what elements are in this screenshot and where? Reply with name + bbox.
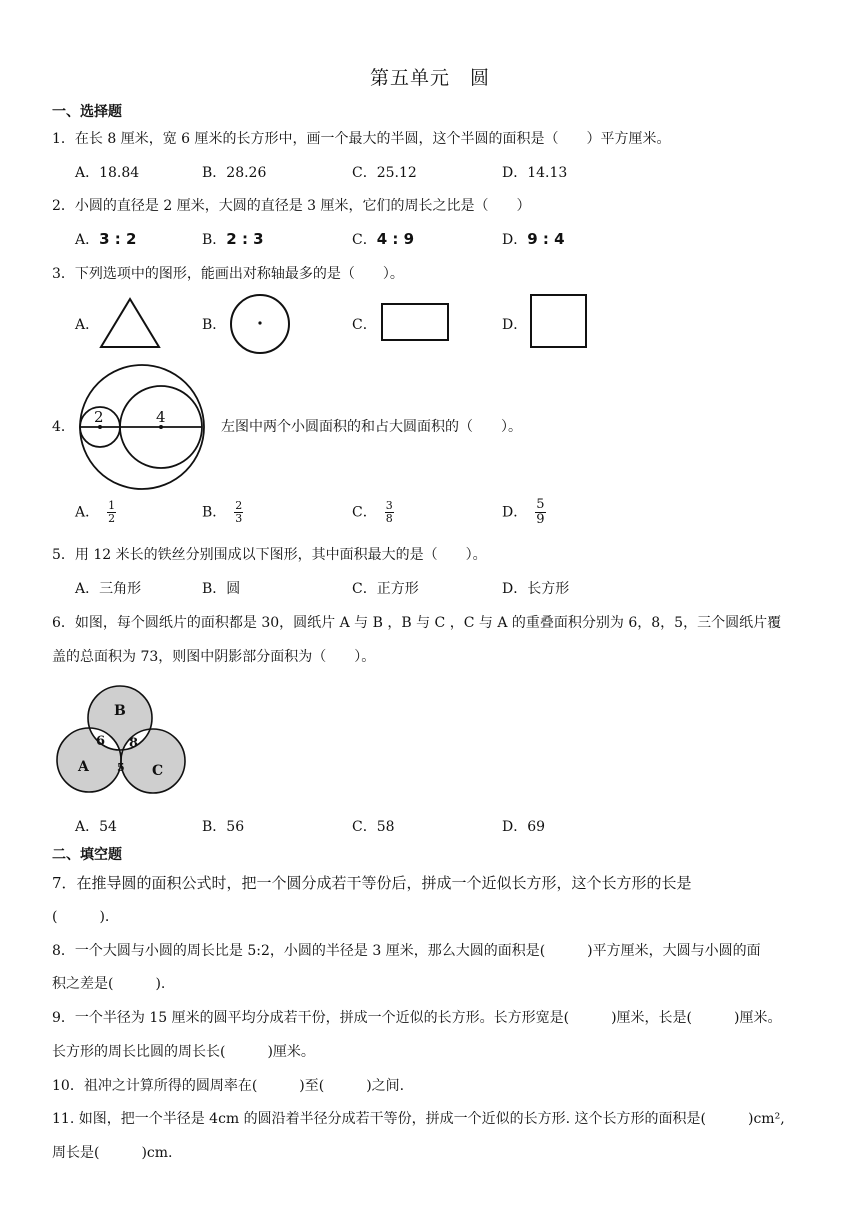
q4-option-c-letter: C． (352, 504, 377, 521)
section-heading-choice: 一、选择题 (52, 104, 122, 120)
q2-option-a-value: 3 : 2 (99, 230, 137, 248)
q3-option-c[interactable]: C． (352, 317, 377, 333)
q1-option-d[interactable]: D．14.13 (502, 165, 568, 181)
q4-option-b[interactable] (202, 500, 243, 525)
question-9-line-2: 长方形的周长比圆的周长长( )厘米。 (52, 1044, 315, 1060)
q2-option-c-value: 4 : 9 (376, 230, 415, 248)
triangle-figure (98, 296, 162, 350)
q4-option-b-fraction: $\frac{2}{3}$ (235, 499, 243, 525)
q4-option-d-fraction: $\frac{5}{9}$ (536, 497, 545, 527)
q2-option-d-letter: D． (502, 232, 528, 248)
q4-option-c[interactable] (352, 500, 394, 525)
overlap-bc-label: 8 (129, 736, 139, 751)
q5-option-a[interactable]: A．三角形 (75, 581, 142, 597)
q2-option-c[interactable] (352, 229, 414, 249)
q3-option-b[interactable]: B． (202, 317, 227, 333)
q4-option-a[interactable] (75, 500, 116, 525)
question-2: 2．小圆的直径是 2 厘米，大圆的直径是 3 厘米，它们的周长之比是（ ） (52, 198, 531, 214)
question-11-line-1: 11. 如图，把一个半径是 4cm 的圆沿着半径分成若干等份，拼成一个近似的长方形. 这个长方形的面积是( )cm², (52, 1111, 785, 1127)
overlap-ca-label: 5 (117, 761, 125, 774)
q5-option-b[interactable]: B．圆 (202, 581, 241, 597)
nested-circles-figure (74, 362, 210, 494)
q2-option-d[interactable] (502, 229, 565, 249)
question-8-line-1: 8．一个大圆与小圆的周长比是 5:2，小圆的半径是 3 厘米，那么大圆的面积是( )平方厘米，大圆与小圆的面 (52, 943, 761, 959)
q2-option-b-value: 2 : 3 (226, 230, 264, 248)
question-3: 3．下列选项中的图形，能画出对称轴最多的是（ ）。 (52, 266, 404, 282)
question-7-line-2: ( ). (52, 909, 110, 925)
q4-option-a-fraction: $\frac{1}{2}$ (108, 499, 116, 525)
question-1: 1．在长 8 厘米，宽 6 厘米的长方形中，画一个最大的半圆，这个半圆的面积是（ ）平方厘米。 (52, 131, 671, 147)
q5-option-d[interactable]: D．长方形 (502, 581, 570, 597)
q3-option-d[interactable]: D． (502, 317, 528, 333)
question-9-line-1: 9．一个半径为 15 厘米的圆平均分成若干份，拼成一个近似的长方形。长方形宽是( )厘米，长是( )厘米。 (52, 1010, 782, 1026)
q4-option-d-letter: D． (502, 504, 528, 521)
question-6-line-2: 盖的总面积为 73，则图中阴影部分面积为（ ）。 (52, 649, 376, 665)
question-4: 左图中两个小圆面积的和占大圆面积的（ ）。 (221, 419, 522, 435)
q2-option-d-value: 9 : 4 (527, 230, 565, 248)
q4-option-c-fraction: $\frac{3}{8}$ (385, 499, 393, 525)
circle-c-label: C (152, 763, 164, 779)
question-4-number: 4． (52, 419, 75, 435)
q1-option-a[interactable]: A．18.84 (75, 165, 140, 181)
q2-option-b[interactable] (202, 229, 264, 249)
question-8-line-2: 积之差是( ). (52, 976, 166, 992)
q1-option-b[interactable]: B．28.26 (202, 165, 267, 181)
q3-option-a[interactable]: A． (75, 317, 100, 333)
q6-option-b[interactable]: B．56 (202, 819, 245, 835)
circle-b-label: B (114, 703, 126, 719)
q4-option-b-letter: B． (202, 504, 227, 521)
venn-diagram-figure (54, 683, 190, 797)
q1-option-c[interactable]: C．25.12 (352, 165, 417, 181)
question-7-line-1: 7．在推导圆的面积公式时，把一个圆分成若干等份后，拼成一个近似长方形，这个长方形的长是 (52, 874, 692, 892)
q2-option-a-letter: A． (75, 232, 100, 248)
question-5: 5．用 12 米长的铁丝分别围成以下图形，其中面积最大的是（ ）。 (52, 547, 487, 563)
q2-option-c-letter: C． (352, 232, 377, 248)
question-10: 10．祖冲之计算所得的圆周率在( )至( )之间. (52, 1078, 405, 1094)
q4-option-a-letter: A． (75, 504, 100, 521)
medium-circle-label: 4 (156, 408, 166, 426)
section-heading-fill-in: 二、填空题 (52, 847, 122, 863)
square-figure (529, 293, 589, 349)
page-title: 第五单元 圆 (369, 67, 490, 89)
small-circle-label: 2 (94, 408, 104, 426)
q6-option-c[interactable]: C．58 (352, 819, 395, 835)
q6-option-d[interactable]: D．69 (502, 819, 546, 835)
circle-a-label: A (78, 759, 89, 775)
q2-option-b-letter: B． (202, 232, 227, 248)
circle-figure (228, 292, 292, 356)
question-6-line-1: 6．如图，每个圆纸片的面积都是 30，圆纸片 A 与 B ，B 与 C ，C 与 A 的重叠面积分别为 6，8，5，三个圆纸片覆 (52, 615, 782, 631)
question-11-line-2: 周长是( )cm. (52, 1145, 173, 1161)
overlap-ab-label: 6 (96, 734, 106, 749)
q2-option-a[interactable] (75, 229, 136, 249)
q4-option-d[interactable] (502, 498, 546, 527)
q6-option-a[interactable]: A．54 (75, 819, 117, 835)
q5-option-c[interactable]: C．正方形 (352, 581, 419, 597)
rectangle-figure (380, 302, 450, 342)
